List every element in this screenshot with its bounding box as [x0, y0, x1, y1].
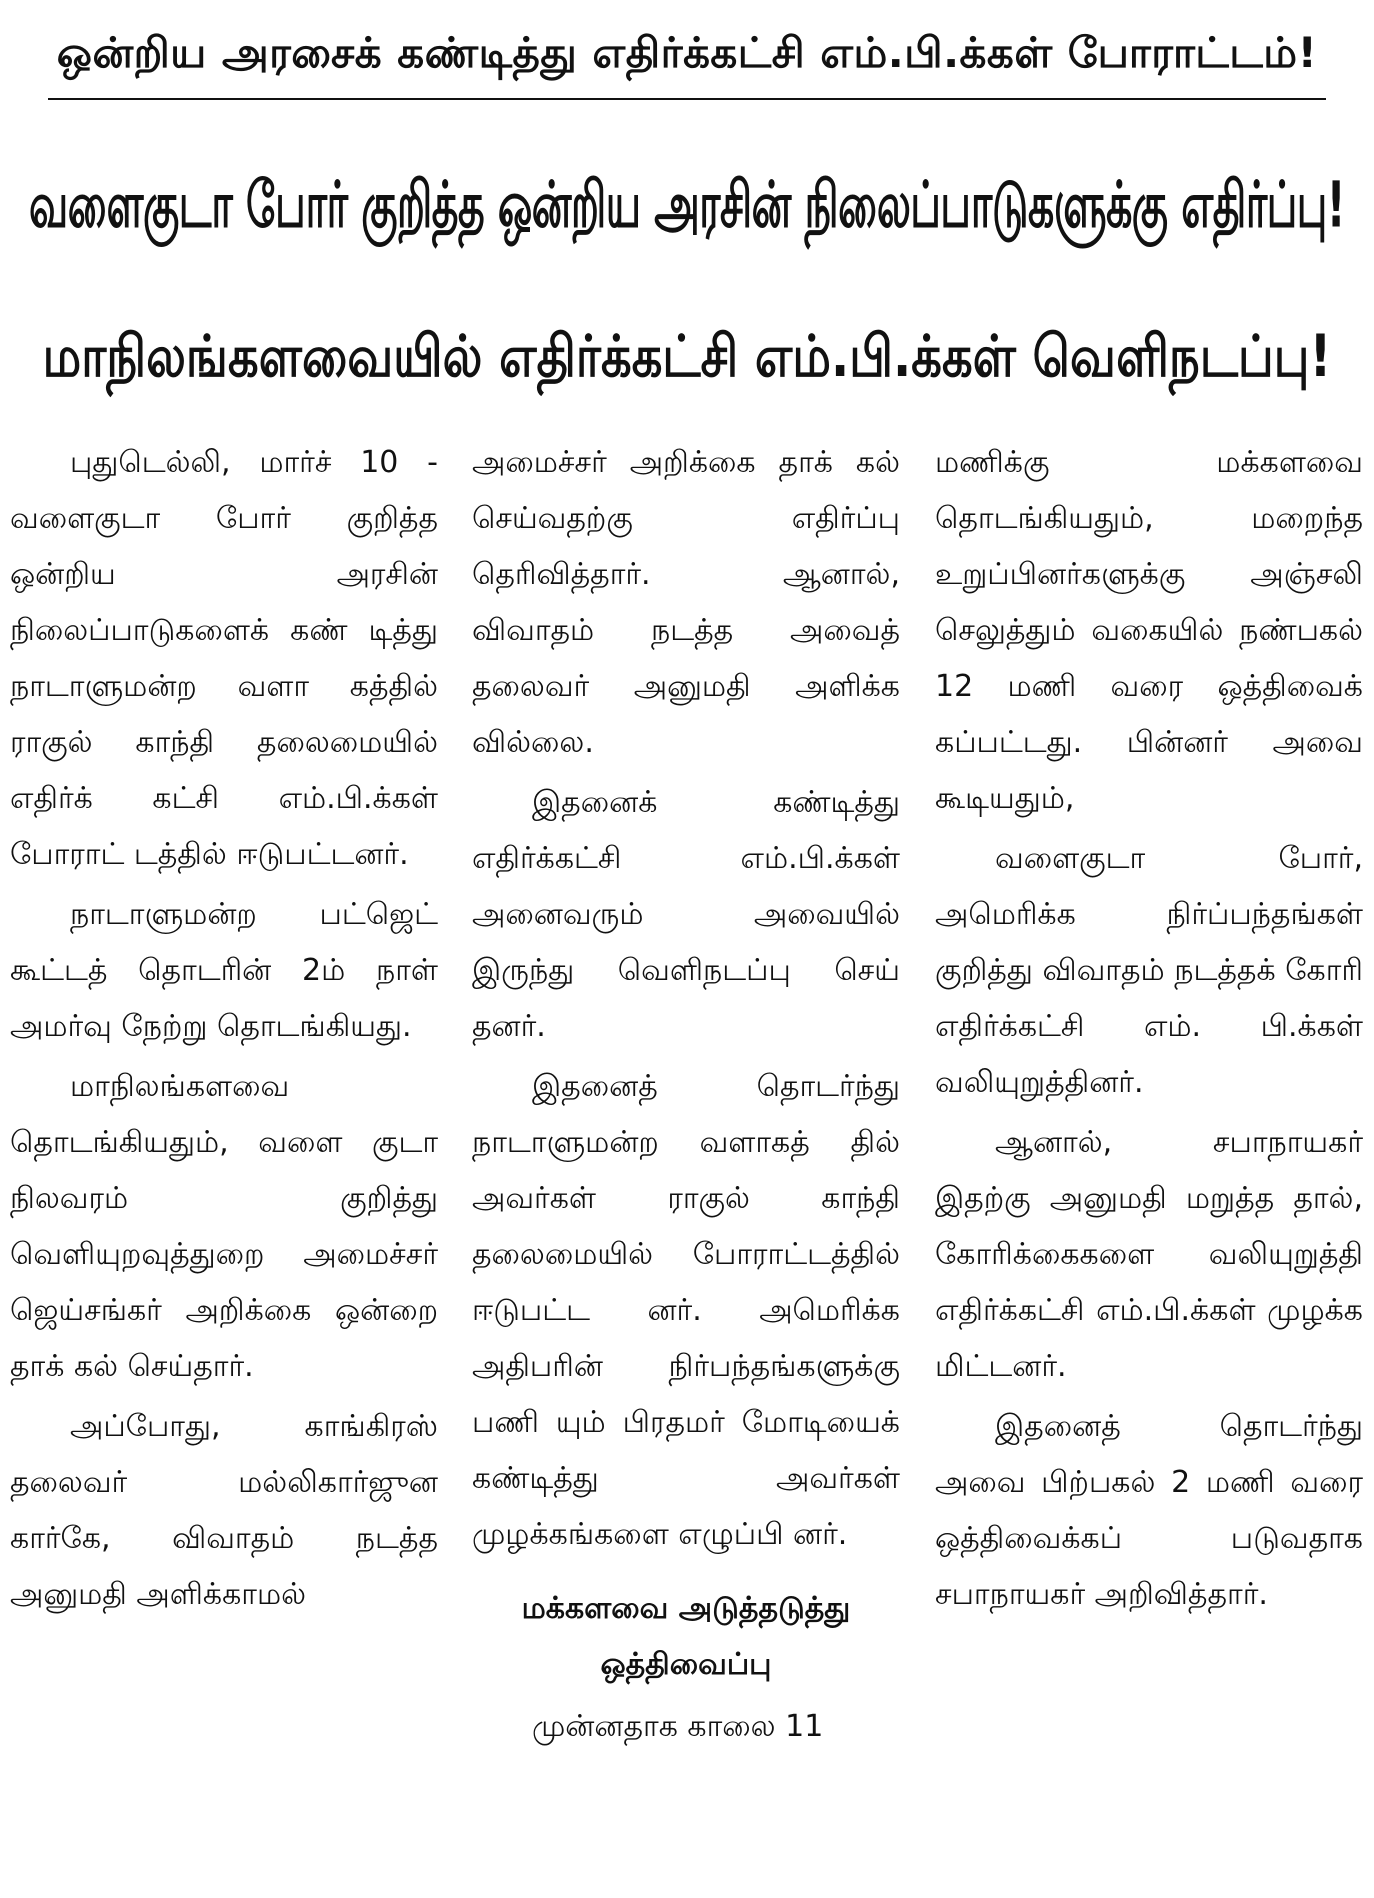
- headline-divider: [48, 98, 1326, 100]
- paragraph: மாநிலங்களவை தொடங்கியதும், வளை குடா நிலவரம் குறித்து வெளியுறவுத்துறை அமைச்சர் ஜெய்சங்கர் அறிக்கை ஒன்றை தாக் கல் செய்தார்.: [10, 1069, 438, 1384]
- section-subheading: [472, 1581, 900, 1693]
- paragraph: இதனைத் தொடர்ந்து நாடாளுமன்ற வளாகத் தில் அவர்கள் ராகுல் காந்தி தலைமையில் போராட்டத்தில் ஈடுபட்ட னர். அமெரிக்க அதிபரின் நிர்பந்தங்களுக்கு பணி யும் பிரதமர் மோடியைக் கண்டித்து அவர்கள் முழக்கங்களை எழுப்பி னர்.: [472, 1069, 900, 1552]
- paragraph: இதனைக் கண்டித்து எதிர்க்கட்சி எம்.பி.க்கள் அனைவரும் அவையில் இருந்து வெளிநடப்பு செய் தனர்.: [472, 785, 900, 1044]
- paragraph: முன்னதாக காலை 11: [532, 1709, 824, 1744]
- paragraph: ஆனால், சபாநாயகர் இதற்கு அனுமதி மறுத்த தால், கோரிக்கைகளை வலியுறுத்தி எதிர்க்கட்சி எம்.பி.க்கள் முழக்க மிட்டனர்.: [935, 1125, 1363, 1384]
- section-subheading-line: மக்களவை அடுத்தடுத்து: [521, 1591, 851, 1626]
- article-column-3: [935, 435, 1363, 1623]
- main-headline: வளைகுடா போர் குறித்த ஒன்றிய அரசின் நிலைப்பாடுகளுக்கு எதிர்ப்பு!: [28, 167, 1345, 243]
- kicker-headline: ஒன்றிய அரசைக் கண்டித்து எதிர்க்கட்சி எம்.பி.க்கள் போராட்டம்!: [56, 28, 1318, 77]
- article-column-2: [472, 435, 900, 1755]
- section-subheading-line: ஒத்திவைப்பு: [600, 1647, 772, 1682]
- paragraph: அப்போது, காங்கிரஸ் தலைவர் மல்லிகார்ஜுன கார்கே, விவாதம் நடத்த அனுமதி அளிக்காமல்: [10, 1409, 438, 1612]
- paragraph: அமைச்சர் அறிக்கை தாக் கல் செய்வதற்கு எதிர்ப்பு தெரிவித்தார். ஆனால், விவாதம் நடத்த அவைத் தலைவர் அனுமதி அளிக்க வில்லை.: [472, 445, 900, 760]
- paragraph: நாடாளுமன்ற பட்ஜெட் கூட்டத் தொடரின் 2ம் நாள் அமர்வு நேற்று தொடங்கியது.: [10, 897, 438, 1044]
- paragraph: வளைகுடா போர், அமெரிக்க நிர்ப்பந்தங்கள் குறித்து விவாதம் நடத்தக் கோரி எதிர்க்கட்சி எம். பி.க்கள் வலியுறுத்தினர்.: [935, 841, 1363, 1100]
- paragraph: மணிக்கு மக்களவை தொடங்கியதும், மறைந்த உறுப்பினர்களுக்கு அஞ்சலி செலுத்தும் வகையில் நண்பகல் 12 மணி வரை ஒத்திவைக் கப்பட்டது. பின்னர் அவை கூடியதும்,: [935, 445, 1363, 816]
- paragraph: இதனைத் தொடர்ந்து அவை பிற்பகல் 2 மணி வரை ஒத்திவைக்கப் படுவதாக சபாநாயகர் அறிவித்தார்.: [935, 1409, 1363, 1612]
- paragraph: புதுடெல்லி, மார்ச் 10 - வளைகுடா போர் குறித்த ஒன்றிய அரசின் நிலைப்பாடுகளைக் கண் டித்து நாடாளுமன்ற வளா கத்தில் ராகுல் காந்தி தலைமையில் எதிர்க் கட்சி எம்.பி.க்கள் போராட் டத்தில் ஈடுபட்டனர்.: [10, 445, 438, 872]
- article-column-1: [10, 435, 438, 1623]
- sub-headline: மாநிலங்களவையில் எதிர்க்கட்சி எம்.பி.க்கள் வெளிநடப்பு!: [42, 323, 1332, 391]
